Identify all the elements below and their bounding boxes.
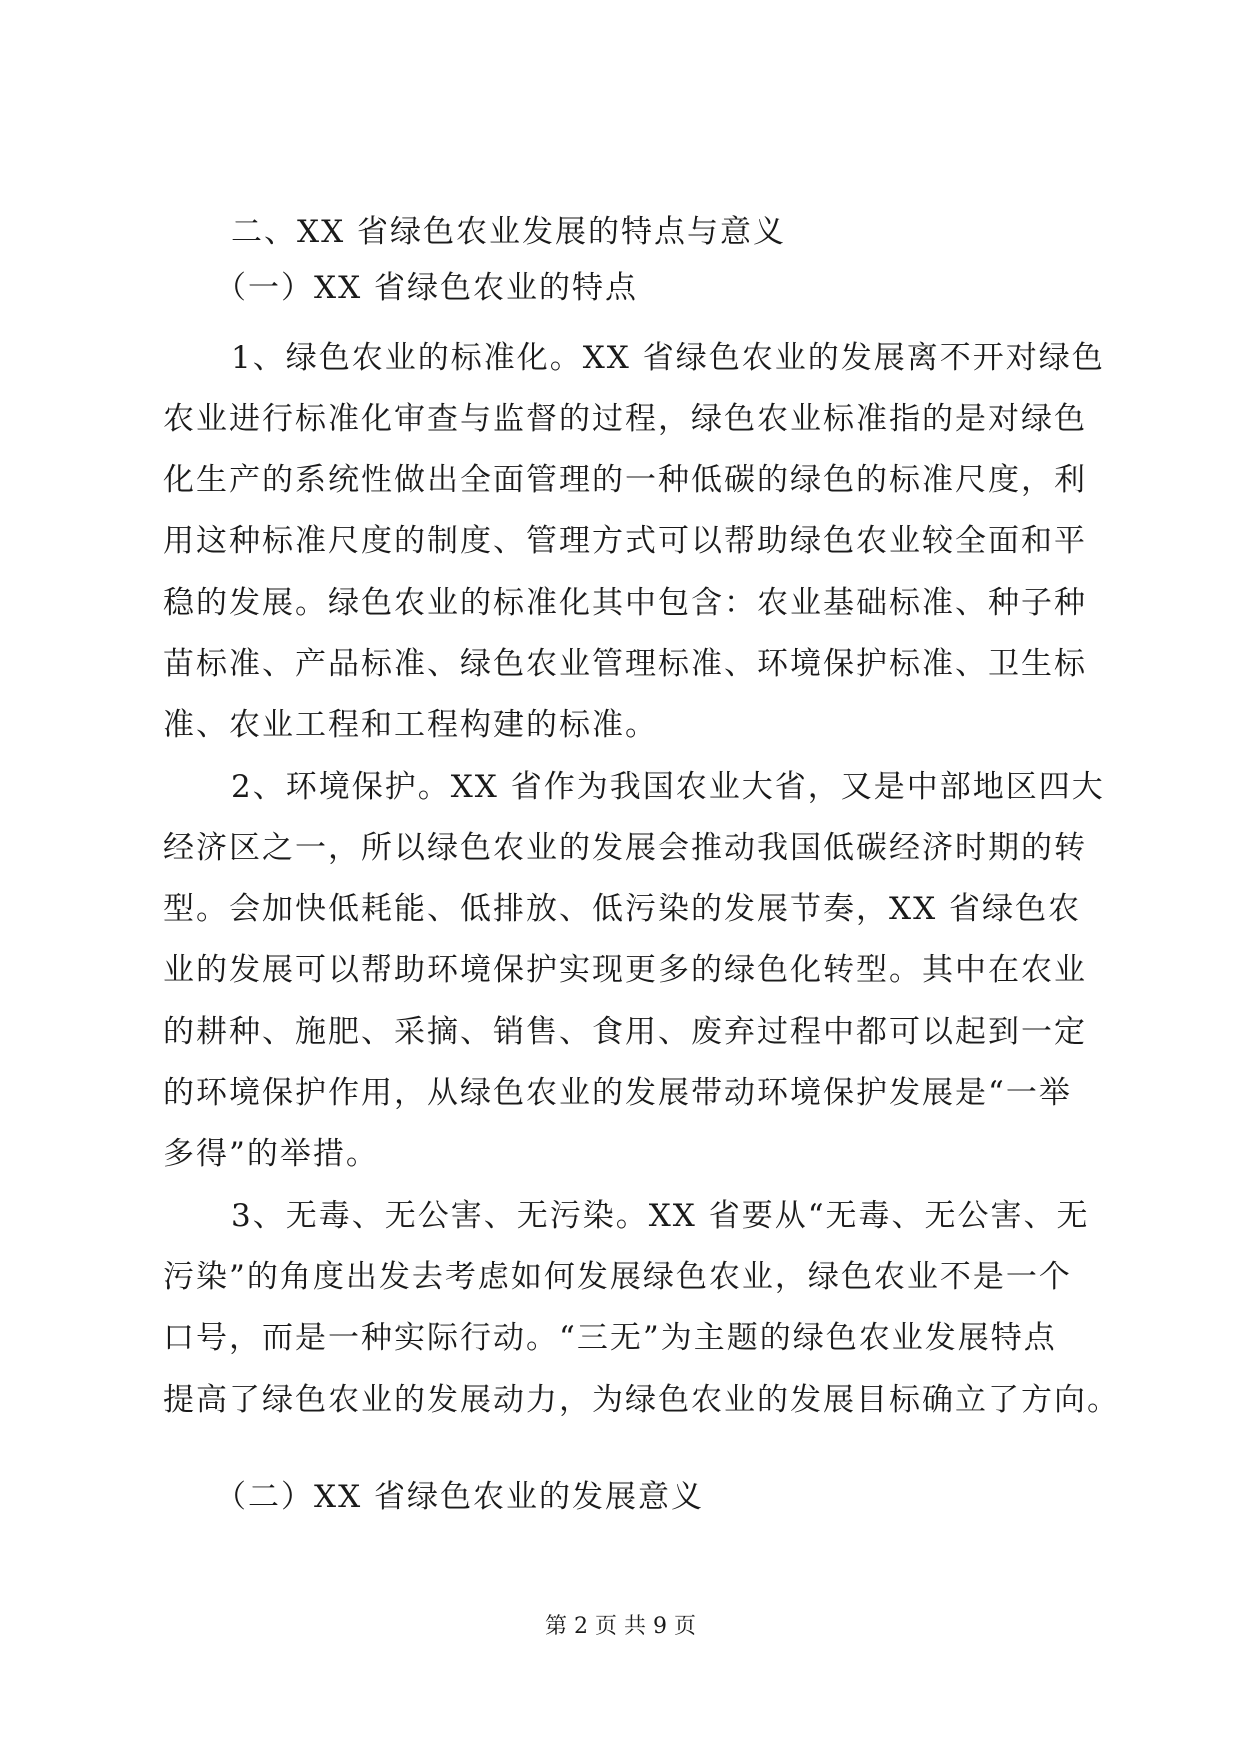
paragraph-line: 用这种标准尺度的制度、管理方式可以帮助绿色农业较全面和平 (163, 523, 1087, 559)
paragraph-line: 口号，而是一种实际行动。“三无”为主题的绿色农业发展特点 (163, 1320, 1057, 1356)
section-heading: 二、XX 省绿色农业发展的特点与意义 (231, 214, 786, 250)
paragraph-line: 提高了绿色农业的发展动力，为绿色农业的发展目标确立了方向。 (163, 1382, 1120, 1418)
paragraph-line: 化生产的系统性做出全面管理的一种低碳的绿色的标准尺度，利 (163, 462, 1087, 498)
paragraph-line: 多得”的举措。 (163, 1136, 379, 1172)
paragraph-line: 准、农业工程和工程构建的标准。 (163, 707, 658, 743)
paragraph-line: 1、绿色农业的标准化。XX 省绿色农业的发展离不开对绿色 (231, 340, 1105, 376)
paragraph-line: 业的发展可以帮助环境保护实现更多的绿色化转型。其中在农业 (163, 952, 1087, 988)
paragraph-line: 农业进行标准化审查与监督的过程，绿色农业标准指的是对绿色 (163, 401, 1087, 437)
subsection-heading: （二）XX 省绿色农业的发展意义 (215, 1479, 704, 1515)
paragraph-line: 型。会加快低耗能、低排放、低污染的发展节奏，XX 省绿色农 (163, 891, 1081, 927)
paragraph-line: 苗标准、产品标准、绿色农业管理标准、环境保护标准、卫生标 (163, 646, 1087, 682)
page-number-footer: 第 2 页 共 9 页 (545, 1614, 696, 1639)
subsection-heading: （一）XX 省绿色农业的特点 (215, 270, 638, 306)
paragraph-line: 经济区之一，所以绿色农业的发展会推动我国低碳经济时期的转 (163, 830, 1087, 866)
paragraph-line: 污染”的角度出发去考虑如何发展绿色农业，绿色农业不是一个 (163, 1259, 1072, 1295)
paragraph-line: 的环境保护作用，从绿色农业的发展带动环境保护发展是“一举 (163, 1075, 1072, 1111)
paragraph-line: 稳的发展。绿色农业的标准化其中包含：农业基础标准、种子种 (163, 585, 1087, 621)
paragraph-line: 的耕种、施肥、采摘、销售、食用、废弃过程中都可以起到一定 (163, 1014, 1087, 1050)
paragraph-line: 2、环境保护。XX 省作为我国农业大省，又是中部地区四大 (231, 769, 1105, 805)
paragraph-line: 3、无毒、无公害、无污染。XX 省要从“无毒、无公害、无 (231, 1198, 1090, 1234)
